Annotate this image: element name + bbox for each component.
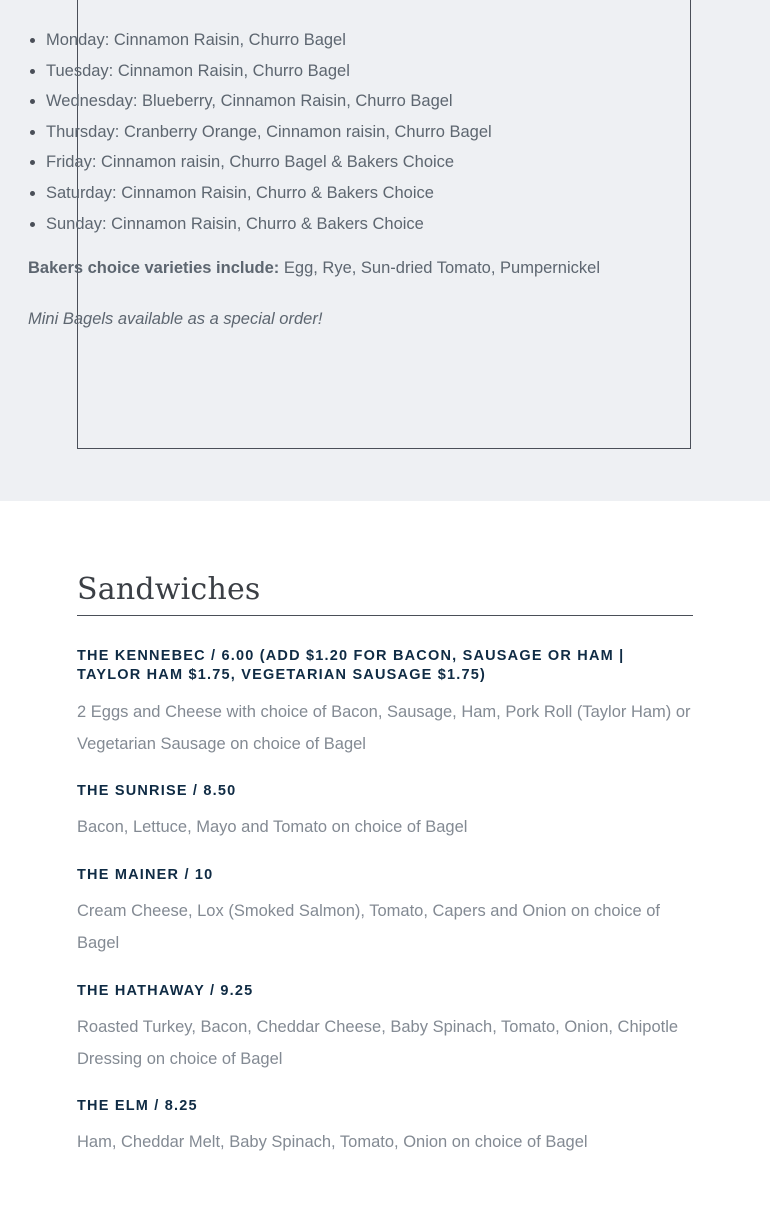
sandwiches-section bbox=[77, 572, 693, 1158]
list-item-friday: • Friday: Cinnamon raisin, Churro Bagel & Bakers Choice bbox=[46, 147, 492, 178]
list-item-tuesday: • Tuesday: Cinnamon Raisin, Churro Bagel bbox=[46, 56, 492, 87]
section-title: Sandwiches bbox=[77, 572, 693, 616]
daily-bagel-list bbox=[0, 25, 492, 239]
menu-item-hathaway bbox=[77, 982, 693, 1075]
specialty-bagels-section bbox=[0, 0, 770, 501]
menu-item-sunrise bbox=[77, 782, 693, 843]
list-item-saturday: • Saturday: Cinnamon Raisin, Churro & Bakers Choice bbox=[46, 178, 492, 209]
menu-item-title: THE KENNEBEC / 6.00 (ADD $1.20 FOR BACON, SAUSAGE OR HAM | TAYLOR HAM $1.75, VEGETARIAN SAUSAGE $1.75) bbox=[77, 648, 625, 683]
menu-item-description: Cream Cheese, Lox (Smoked Salmon), Tomato, Capers and Onion on choice of Bagel bbox=[77, 902, 660, 952]
menu-item-description: Roasted Turkey, Bacon, Cheddar Cheese, Baby Spinach, Tomato, Onion, Chipotle Dressing on choice of Bagel bbox=[77, 1018, 679, 1068]
menu-item-mainer bbox=[77, 866, 693, 959]
list-item-monday: • Monday: Cinnamon Raisin, Churro Bagel bbox=[46, 25, 492, 56]
menu-item-elm bbox=[77, 1097, 693, 1158]
list-item-wednesday: • Wednesday: Blueberry, Cinnamon Raisin, Churro Bagel bbox=[46, 86, 492, 117]
menu-item-description: Ham, Cheddar Melt, Baby Spinach, Tomato, Onion on choice of Bagel bbox=[77, 1133, 588, 1151]
menu-item-description: 2 Eggs and Cheese with choice of Bacon, Sausage, Ham, Pork Roll (Taylor Ham) or Vegetarian Sausage on choice of Bagel bbox=[77, 703, 691, 753]
list-item-sunday: • Sunday: Cinnamon Raisin, Churro & Bakers Choice bbox=[46, 209, 492, 240]
menu-item-title: THE ELM / 8.25 bbox=[77, 1098, 198, 1114]
menu-item-title: THE SUNRISE / 8.50 bbox=[77, 783, 237, 799]
menu-item-kennebec bbox=[77, 647, 693, 760]
bakers-choice-varieties: Egg, Rye, Sun-dried Tomato, Pumpernickel bbox=[279, 259, 600, 277]
menu-item-description: Bacon, Lettuce, Mayo and Tomato on choice of Bagel bbox=[77, 818, 468, 836]
menu-item-title: THE HATHAWAY / 9.25 bbox=[77, 983, 254, 999]
bakers-choice-note bbox=[28, 259, 600, 278]
menu-item-title: THE MAINER / 10 bbox=[77, 867, 214, 883]
bakers-choice-label: Bakers choice varieties include: bbox=[28, 259, 280, 277]
mini-bagels-note: Mini Bagels available as a special order! bbox=[28, 310, 323, 328]
list-item-thursday: • Thursday: Cranberry Orange, Cinnamon raisin, Churro Bagel bbox=[46, 117, 492, 148]
